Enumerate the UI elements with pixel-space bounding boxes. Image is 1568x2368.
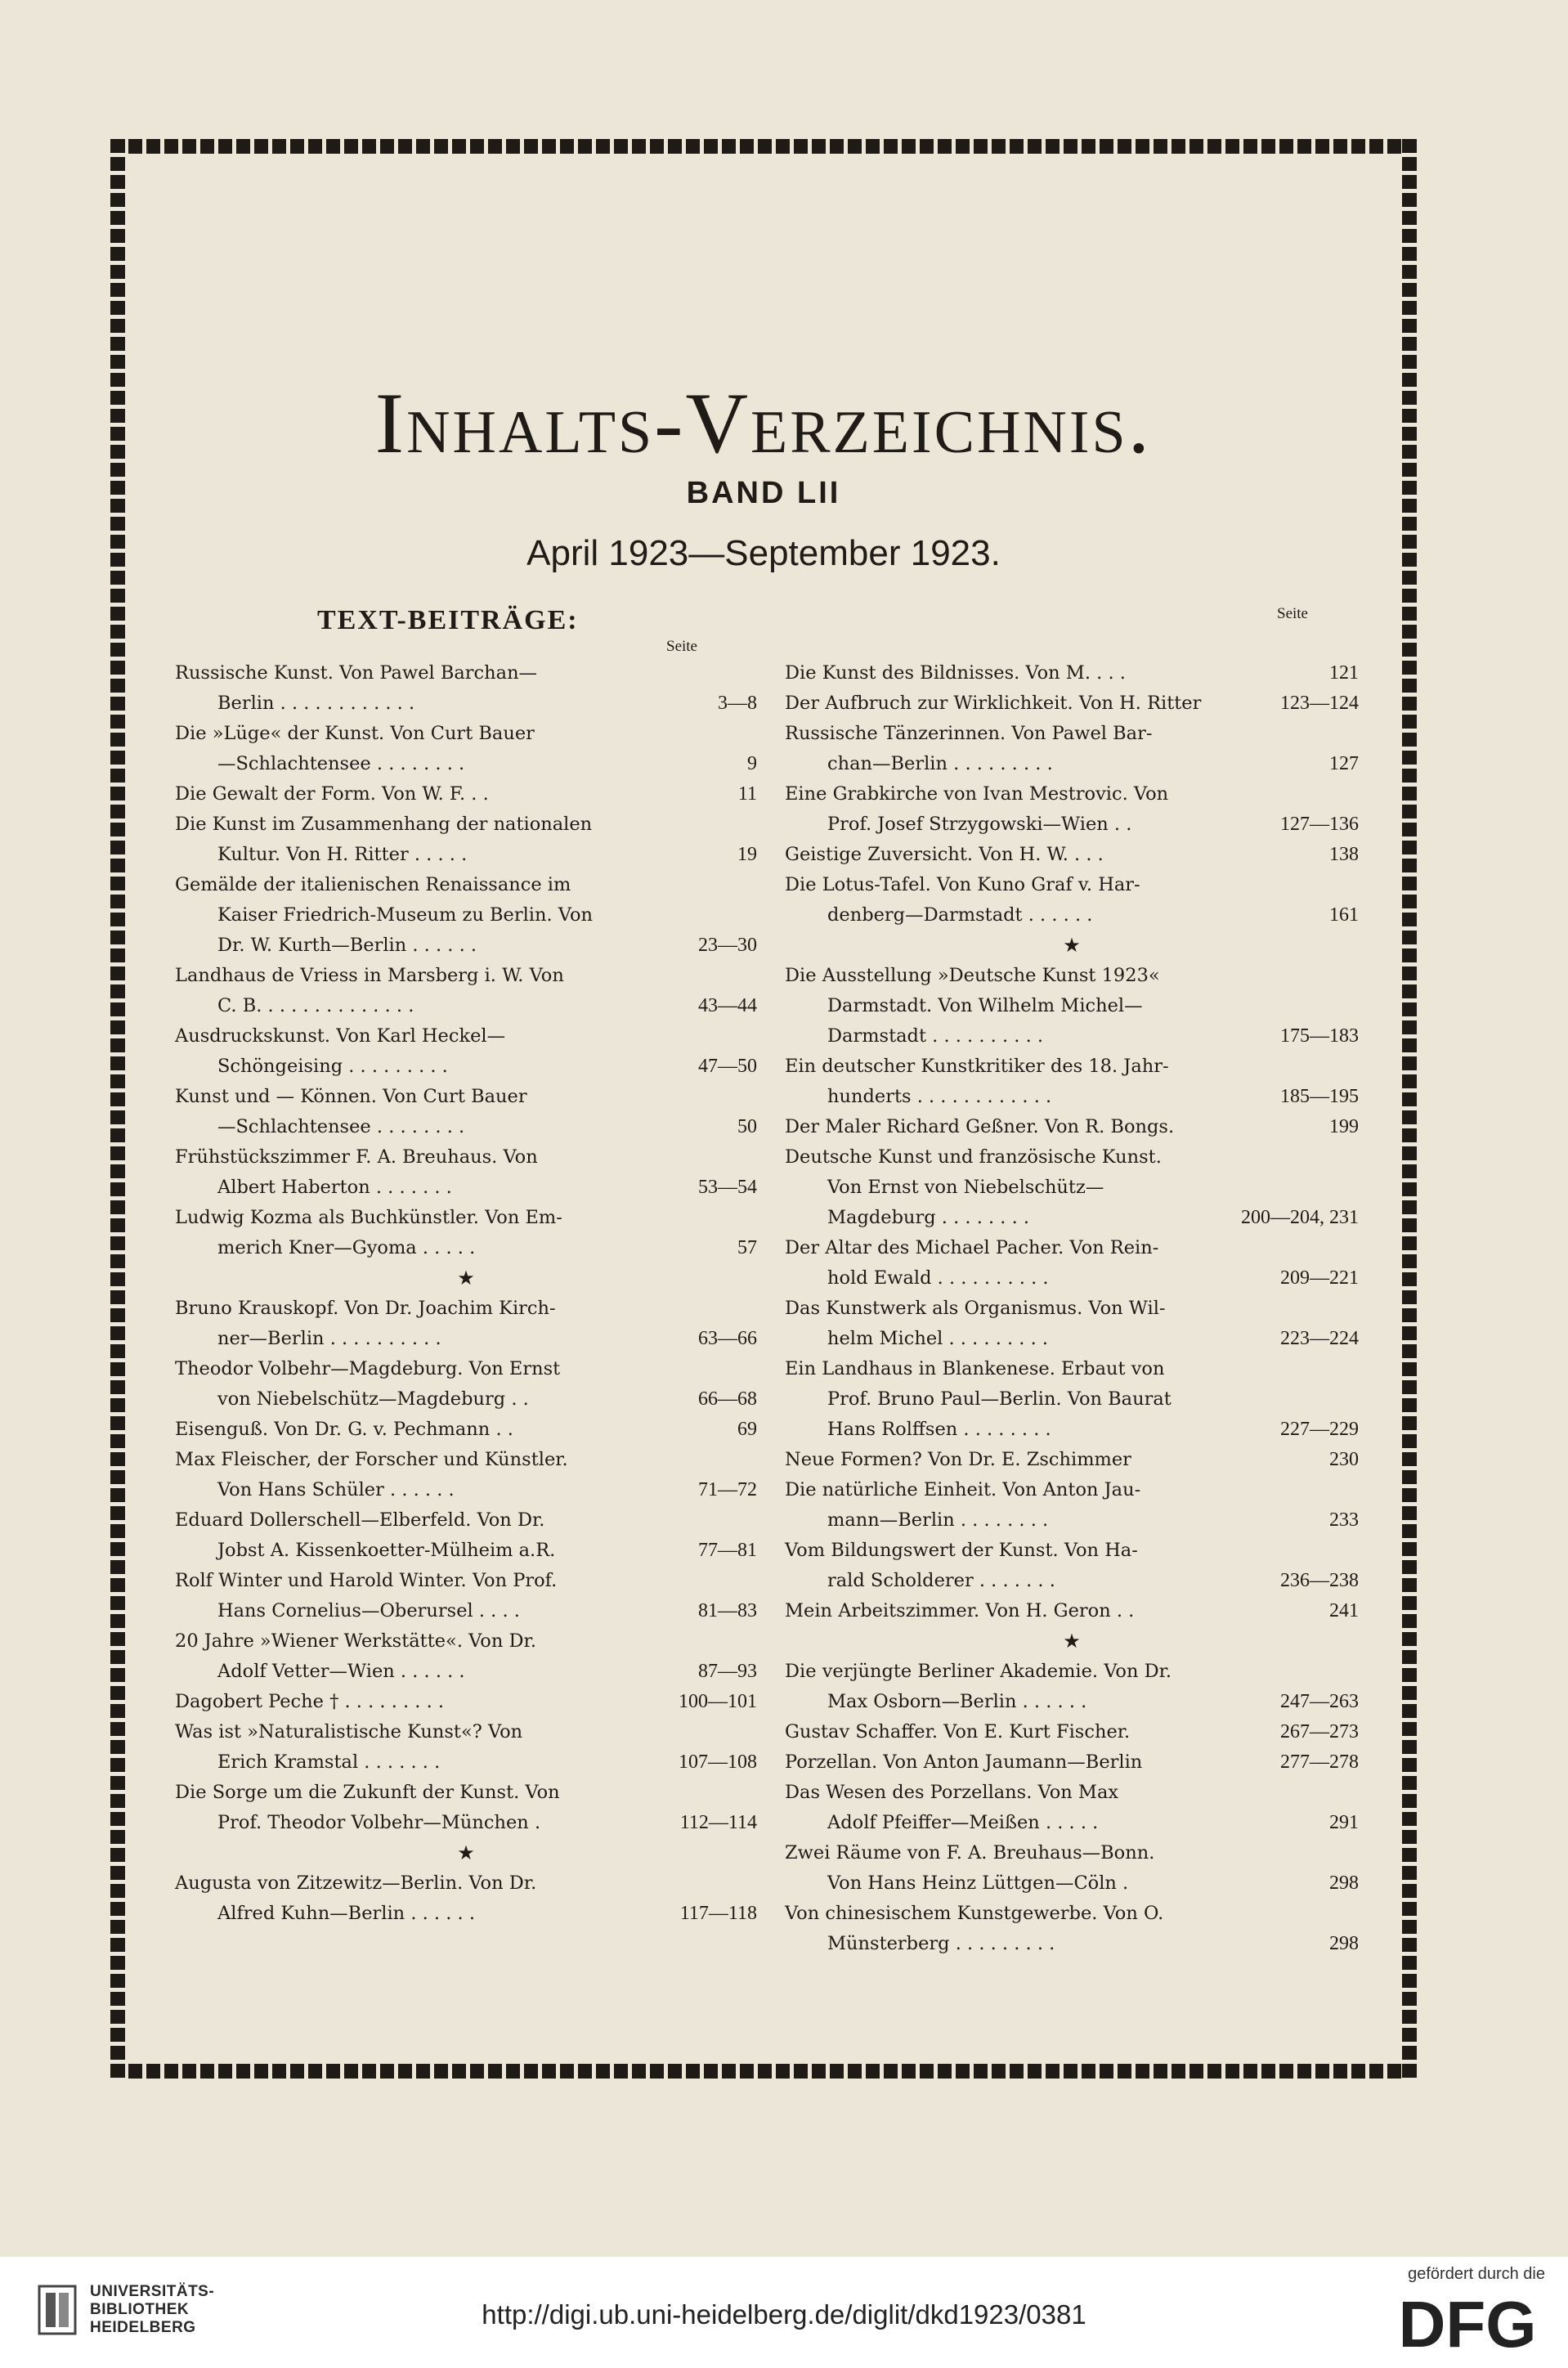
toc-entry-line [175, 1324, 757, 1354]
entry-text: Russische Tänzerinnen. Von Pawel Bar- [785, 723, 1153, 744]
toc-entry-line [785, 1142, 1359, 1173]
entry-page: 47—50 [698, 1056, 757, 1077]
entry-page: 267—273 [1280, 1721, 1359, 1742]
entry-text: Theodor Volbehr—Magdeburg. Von Ernst [175, 1358, 561, 1379]
entry-text: Bruno Krauskopf. Von Dr. Joachim Kirch- [175, 1298, 556, 1319]
entry-page: 23—30 [698, 935, 757, 956]
toc-entry-line [785, 1657, 1359, 1687]
toc-entry-line [175, 1445, 757, 1475]
toc-entry-line [175, 870, 757, 900]
entry-text: Die Gewalt der Form. Von W. F. . . [175, 783, 489, 805]
entry-page: 241 [1329, 1600, 1359, 1621]
toc-entry-line [175, 688, 757, 719]
section-divider-star [175, 1838, 757, 1868]
entry-page: 233 [1329, 1509, 1359, 1531]
toc-entry-line [785, 840, 1359, 870]
toc-entry-line [785, 1263, 1359, 1294]
toc-entry-line [175, 1142, 757, 1173]
toc-entry-line [175, 1173, 757, 1203]
entry-page: 291 [1329, 1812, 1359, 1833]
toc-entry-line [175, 1384, 757, 1415]
toc-entry-line [175, 1899, 757, 1929]
entry-text: Albert Haberton . . . . . . . [217, 1177, 452, 1198]
entry-text: Erich Kramstal . . . . . . . [217, 1751, 441, 1773]
entry-page: 3—8 [718, 693, 757, 714]
entry-text: C. B. . . . . . . . . . . . . . [217, 995, 414, 1016]
entry-page: 298 [1329, 1872, 1359, 1894]
toc-entry-line [785, 1868, 1359, 1899]
toc-right-column [785, 658, 1359, 1959]
entry-page: 57 [737, 1237, 757, 1258]
toc-entry-line [175, 1415, 757, 1445]
entry-text: Russische Kunst. Von Pawel Barchan— [175, 662, 538, 684]
toc-entry-line [785, 1929, 1359, 1959]
entry-page: 63—66 [698, 1328, 757, 1349]
toc-entry-line [785, 1475, 1359, 1505]
entry-page: 127—136 [1280, 814, 1359, 835]
entry-text: Porzellan. Von Anton Jaumann—Berlin [785, 1751, 1143, 1773]
entry-page: 43—44 [698, 995, 757, 1016]
svg-text:DFG: DFG [1398, 2290, 1537, 2355]
toc-entry-line [785, 1052, 1359, 1082]
entry-text: Schöngeising . . . . . . . . . [217, 1056, 448, 1077]
entry-text: Rolf Winter und Harold Winter. Von Prof. [175, 1570, 558, 1591]
entry-page: 161 [1329, 904, 1359, 926]
entry-page: 53—54 [698, 1177, 757, 1198]
toc-entry-line [785, 1747, 1359, 1778]
entry-text: Das Wesen des Porzellans. Von Max [785, 1782, 1119, 1803]
toc-entry-line [175, 1475, 757, 1505]
border-top [110, 139, 1417, 154]
entry-text: Kultur. Von H. Ritter . . . . . [217, 844, 468, 865]
entry-text: Die Lotus-Tafel. Von Kuno Graf v. Har- [785, 874, 1140, 895]
toc-entry-line [785, 1838, 1359, 1868]
entry-page: 77—81 [698, 1540, 757, 1561]
entry-text: Kunst und — Können. Von Curt Bauer [175, 1086, 527, 1107]
sponsor-text: gefördert durch die [1408, 2265, 1545, 2283]
entry-page: 185—195 [1280, 1086, 1359, 1107]
entry-text: Alfred Kuhn—Berlin . . . . . . [217, 1903, 475, 1924]
entry-text: Frühstückszimmer F. A. Breuhaus. Von [175, 1146, 538, 1168]
entry-text: Magdeburg . . . . . . . . [827, 1207, 1030, 1228]
entry-text: rald Scholderer . . . . . . . [827, 1570, 1055, 1591]
toc-entry-line [175, 1657, 757, 1687]
entry-text: Die Sorge um die Zukunft der Kunst. Von [175, 1782, 560, 1803]
entry-text: von Niebelschütz—Magdeburg . . [217, 1388, 529, 1410]
entry-text: Die verjüngte Berliner Akademie. Von Dr. [785, 1661, 1172, 1682]
toc-entry-line [785, 1354, 1359, 1384]
toc-entry-line [785, 658, 1359, 688]
toc-entry-line [785, 1445, 1359, 1475]
toc-entry-line [175, 1294, 757, 1324]
toc-entry-line [785, 1112, 1359, 1142]
entry-text: Ausdruckskunst. Von Karl Heckel— [175, 1025, 506, 1047]
entry-text: Die Ausstellung »Deutsche Kunst 1923« [785, 965, 1160, 986]
toc-entry-line [785, 900, 1359, 931]
page-column-label-right: Seite [1277, 605, 1308, 622]
toc-entry-line [175, 658, 757, 688]
toc-entry-line [175, 1354, 757, 1384]
toc-entry-line [175, 1687, 757, 1717]
entry-page: 81—83 [698, 1600, 757, 1621]
toc-entry-line [175, 1112, 757, 1142]
toc-entry-line [175, 961, 757, 991]
entry-page: 123—124 [1280, 693, 1359, 714]
entry-page: 223—224 [1280, 1328, 1359, 1349]
toc-entry-line [785, 1505, 1359, 1536]
toc-entry-line [785, 719, 1359, 749]
entry-text: Das Kunstwerk als Organismus. Von Wil- [785, 1298, 1166, 1319]
section-divider-star [785, 1626, 1359, 1657]
source-url[interactable]: http://digi.ub.uni-heidelberg.de/diglit/dkd1923/0381 [482, 2299, 1086, 2330]
entry-text: Zwei Räume von F. A. Breuhaus—Bonn. [785, 1842, 1155, 1863]
entry-text: chan—Berlin . . . . . . . . . [827, 753, 1053, 774]
toc-entry-line [785, 1717, 1359, 1747]
dfg-logo [1390, 2290, 1545, 2355]
entry-page: 112—114 [679, 1812, 757, 1833]
entry-text: Dagobert Peche † . . . . . . . . . [175, 1691, 445, 1712]
toc-entry-line [175, 779, 757, 810]
toc-entry-line [175, 1203, 757, 1233]
toc-entry-line [175, 1233, 757, 1263]
entry-text: Von chinesischem Kunstgewerbe. Von O. [785, 1903, 1164, 1924]
entry-text: Darmstadt . . . . . . . . . . [827, 1025, 1044, 1047]
entry-page: 199 [1329, 1116, 1359, 1137]
entry-text: —Schlachtensee . . . . . . . . [217, 1116, 465, 1137]
entry-text: ★ [457, 1841, 475, 1864]
toc-entry-line [785, 1173, 1359, 1203]
entry-text: Von Hans Heinz Lüttgen—Cöln . [827, 1872, 1129, 1894]
entry-text: Geistige Zuversicht. Von H. W. . . . [785, 844, 1104, 865]
entry-text: merich Kner—Gyoma . . . . . [217, 1237, 476, 1258]
entry-page: 19 [737, 844, 757, 865]
toc-entry-line [785, 749, 1359, 779]
entry-text: Der Maler Richard Geßner. Von R. Bongs. [785, 1116, 1175, 1137]
toc-entry-line [175, 1021, 757, 1052]
entry-text: Die Kunst im Zusammenhang der nationalen [175, 814, 593, 835]
toc-entry-line [785, 1324, 1359, 1354]
entry-text: 20 Jahre »Wiener Werkstätte«. Von Dr. [175, 1630, 536, 1652]
entry-text: Landhaus de Vriess in Marsberg i. W. Von [175, 965, 564, 986]
toc-entry-line [785, 1687, 1359, 1717]
entry-text: Max Fleischer, der Forscher und Künstler. [175, 1449, 568, 1470]
entry-text: Adolf Vetter—Wien . . . . . . [217, 1661, 465, 1682]
border-bottom [110, 2064, 1417, 2079]
entry-page: 69 [737, 1419, 757, 1440]
entry-text: Mein Arbeitszimmer. Von H. Geron . . [785, 1600, 1135, 1621]
entry-text: Von Ernst von Niebelschütz— [827, 1177, 1104, 1198]
page-title: Inhalts-Verzeichnis. [374, 375, 1153, 471]
entry-text: Die »Lüge« der Kunst. Von Curt Bauer [175, 723, 535, 744]
entry-text: ★ [1063, 934, 1081, 957]
entry-text: Der Aufbruch zur Wirklichkeit. Von H. Ritter [785, 693, 1202, 714]
entry-text: Prof. Josef Strzygowski—Wien . . [827, 814, 1132, 835]
entry-text: Hans Rolffsen . . . . . . . . [827, 1419, 1051, 1440]
toc-entry-line [175, 931, 757, 961]
entry-text: denberg—Darmstadt . . . . . . [827, 904, 1093, 926]
toc-entry-line [175, 749, 757, 779]
entry-page: 100—101 [679, 1691, 757, 1712]
entry-page: 227—229 [1280, 1419, 1359, 1440]
entry-text: Max Osborn—Berlin . . . . . . [827, 1691, 1087, 1712]
library-name: UNIVERSITÄTS- BIBLIOTHEK HEIDELBERG [90, 2283, 215, 2336]
toc-entry-line [785, 1384, 1359, 1415]
entry-page: 66—68 [698, 1388, 757, 1410]
entry-page: 9 [747, 753, 757, 774]
entry-text: Adolf Pfeiffer—Meißen . . . . . [827, 1812, 1099, 1833]
entry-text: Eine Grabkirche von Ivan Mestrovic. Von [785, 783, 1169, 805]
entry-page: 247—263 [1280, 1691, 1359, 1712]
toc-entry-line [175, 1052, 757, 1082]
toc-entry-line [175, 810, 757, 840]
toc-entry-line [175, 991, 757, 1021]
toc-entry-line [175, 1778, 757, 1808]
entry-page: 71—72 [698, 1479, 757, 1500]
entry-text: Eisenguß. Von Dr. G. v. Pechmann . . [175, 1419, 513, 1440]
page-column-label-left: Seite [666, 638, 697, 655]
entry-text: Augusta von Zitzewitz—Berlin. Von Dr. [175, 1872, 537, 1894]
toc-entry-line [175, 840, 757, 870]
entry-text: Eduard Dollerschell—Elberfeld. Von Dr. [175, 1509, 545, 1531]
entry-text: Neue Formen? Von Dr. E. Zschimmer [785, 1449, 1131, 1470]
entry-page: 87—93 [698, 1661, 757, 1682]
toc-entry-line [175, 1717, 757, 1747]
entry-text: Prof. Theodor Volbehr—München . [217, 1812, 541, 1833]
entry-text: hunderts . . . . . . . . . . . . [827, 1086, 1052, 1107]
section-divider-star [785, 931, 1359, 961]
toc-entry-line [785, 1566, 1359, 1596]
toc-entry-line [785, 1021, 1359, 1052]
section-divider-star [175, 1263, 757, 1294]
entry-text: Von Hans Schüler . . . . . . [217, 1479, 455, 1500]
entry-page: 298 [1329, 1933, 1359, 1954]
entry-text: Kaiser Friedrich-Museum zu Berlin. Von [217, 904, 593, 926]
toc-entry-line [785, 961, 1359, 991]
entry-text: Jobst A. Kissenkoetter-Mülheim a.R. [217, 1540, 556, 1561]
toc-entry-line [175, 719, 757, 749]
entry-page: 200—204, 231 [1241, 1207, 1359, 1228]
entry-text: Prof. Bruno Paul—Berlin. Von Baurat [827, 1388, 1172, 1410]
entry-text: Ludwig Kozma als Buchkünstler. Von Em- [175, 1207, 562, 1228]
toc-entry-line [785, 1294, 1359, 1324]
entry-text: Die natürliche Einheit. Von Anton Jau- [785, 1479, 1141, 1500]
entry-text: Gustav Schaffer. Von E. Kurt Fischer. [785, 1721, 1131, 1742]
entry-text: ★ [457, 1267, 475, 1289]
entry-page: 107—108 [679, 1751, 757, 1773]
section-heading: TEXT-BEITRÄGE: [317, 605, 579, 635]
entry-page: 138 [1329, 844, 1359, 865]
entry-text: ★ [1063, 1630, 1081, 1653]
toc-entry-line [785, 870, 1359, 900]
entry-page: 50 [737, 1116, 757, 1137]
entry-text: Hans Cornelius—Oberursel . . . . [217, 1600, 520, 1621]
entry-text: Darmstadt. Von Wilhelm Michel— [827, 995, 1143, 1016]
toc-entry-line [785, 688, 1359, 719]
entry-text: Ein Landhaus in Blankenese. Erbaut von [785, 1358, 1165, 1379]
toc-entry-line [785, 1596, 1359, 1626]
entry-text: —Schlachtensee . . . . . . . . [217, 753, 465, 774]
toc-entry-line [175, 1868, 757, 1899]
entry-text: Ein deutscher Kunstkritiker des 18. Jahr- [785, 1056, 1169, 1077]
toc-entry-line [175, 1566, 757, 1596]
toc-entry-line [785, 1536, 1359, 1566]
entry-text: hold Ewald . . . . . . . . . . [827, 1267, 1049, 1289]
toc-entry-line [785, 1082, 1359, 1112]
entry-page: 11 [737, 783, 757, 805]
toc-entry-line [785, 1899, 1359, 1929]
volume-label: BAND LII [686, 476, 841, 510]
entry-page: 209—221 [1280, 1267, 1359, 1289]
toc-entry-line [785, 991, 1359, 1021]
toc-entry-line [175, 1808, 757, 1838]
entry-page: 230 [1329, 1449, 1359, 1470]
toc-entry-line [175, 1747, 757, 1778]
entry-text: Der Altar des Michael Pacher. Von Rein- [785, 1237, 1159, 1258]
period-label: April 1923—September 1923. [526, 533, 1001, 573]
entry-text: Dr. W. Kurth—Berlin . . . . . . [217, 935, 477, 956]
toc-entry-line [785, 1778, 1359, 1808]
toc-entry-line [175, 1505, 757, 1536]
toc-entry-line [785, 1203, 1359, 1233]
toc-entry-line [175, 1626, 757, 1657]
toc-entry-line [175, 1596, 757, 1626]
entry-text: helm Michel . . . . . . . . . [827, 1328, 1049, 1349]
toc-left-column [175, 658, 757, 1929]
toc-entry-line [175, 1536, 757, 1566]
toc-entry-line [785, 1415, 1359, 1445]
toc-entry-line [785, 810, 1359, 840]
entry-page: 175—183 [1280, 1025, 1359, 1047]
entry-page: 277—278 [1280, 1751, 1359, 1773]
entry-page: 117—118 [679, 1903, 757, 1924]
toc-entry-line [175, 900, 757, 931]
toc-entry-line [175, 1082, 757, 1112]
entry-text: Berlin . . . . . . . . . . . . [217, 693, 415, 714]
entry-text: Gemälde der italienischen Renaissance im [175, 874, 571, 895]
entry-page: 121 [1329, 662, 1359, 684]
toc-entry-line [785, 1808, 1359, 1838]
toc-entry-line [785, 1233, 1359, 1263]
entry-text: Deutsche Kunst und französische Kunst. [785, 1146, 1162, 1168]
entry-text: ner—Berlin . . . . . . . . . . [217, 1328, 441, 1349]
entry-page: 127 [1329, 753, 1359, 774]
entry-text: Münsterberg . . . . . . . . . [827, 1933, 1055, 1954]
entry-text: Was ist »Naturalistische Kunst«? Von [175, 1721, 523, 1742]
entry-text: mann—Berlin . . . . . . . . [827, 1509, 1049, 1531]
entry-text: Die Kunst des Bildnisses. Von M. . . . [785, 662, 1126, 684]
entry-page: 236—238 [1280, 1570, 1359, 1591]
toc-entry-line [785, 779, 1359, 810]
entry-text: Vom Bildungswert der Kunst. Von Ha- [785, 1540, 1138, 1561]
